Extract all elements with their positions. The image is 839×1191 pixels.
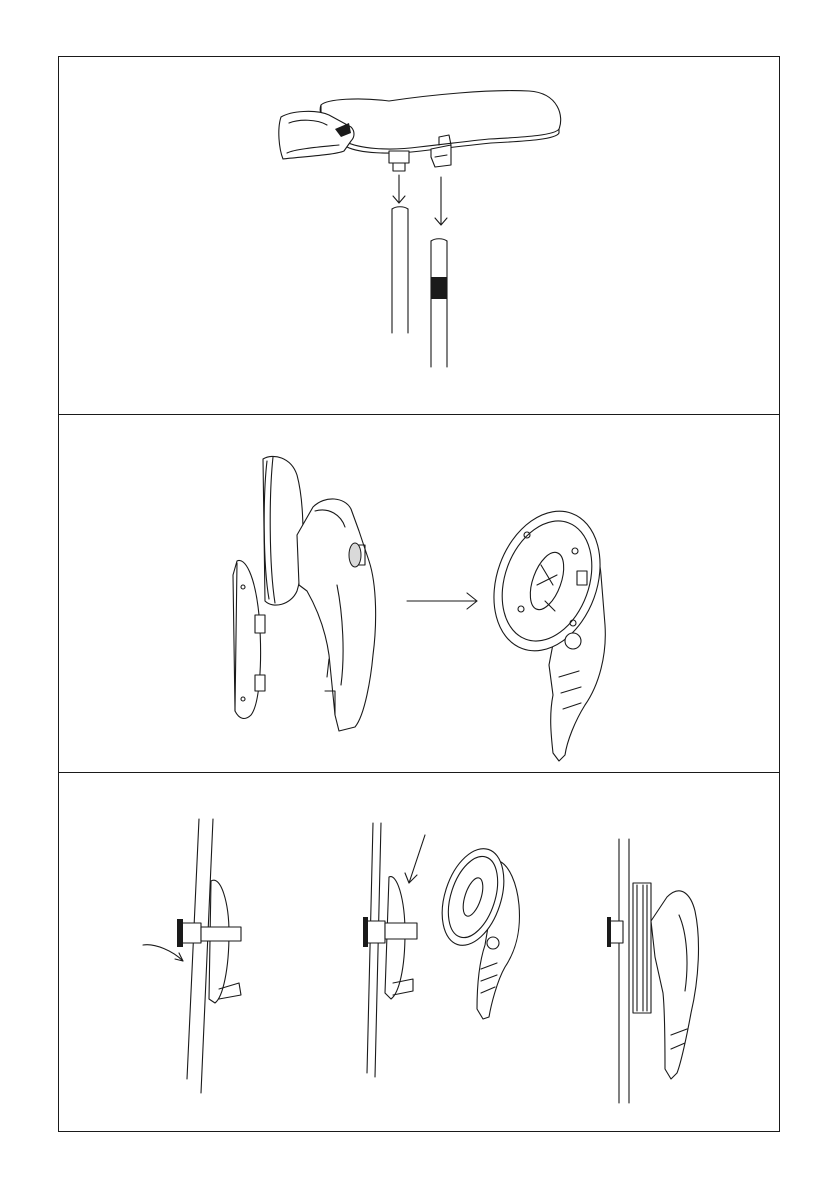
down-arrow-right [435, 177, 447, 225]
grip-installed [607, 839, 698, 1103]
right-arrow [407, 593, 477, 609]
assembled-grip [475, 496, 618, 761]
clamp-on-post-a [143, 819, 241, 1093]
panel-step-3 [59, 773, 779, 1133]
post-left [392, 207, 408, 333]
left-socket [389, 151, 409, 163]
panel-step-1 [59, 57, 779, 415]
post-right [431, 239, 447, 367]
panel-step-2 [59, 415, 779, 773]
grip-with-disc [263, 456, 376, 731]
mount-plate-loose [233, 560, 265, 718]
down-arrow-left [393, 175, 405, 203]
clamp-on-post-b [363, 823, 425, 1077]
clamp-fit-drawing [59, 773, 781, 1133]
armrest-assembly-drawing [59, 57, 781, 415]
armrest-pad [320, 91, 560, 149]
mount-attach-drawing [59, 415, 781, 773]
grip-detached [431, 841, 520, 1019]
diagram-frame [58, 56, 780, 1132]
